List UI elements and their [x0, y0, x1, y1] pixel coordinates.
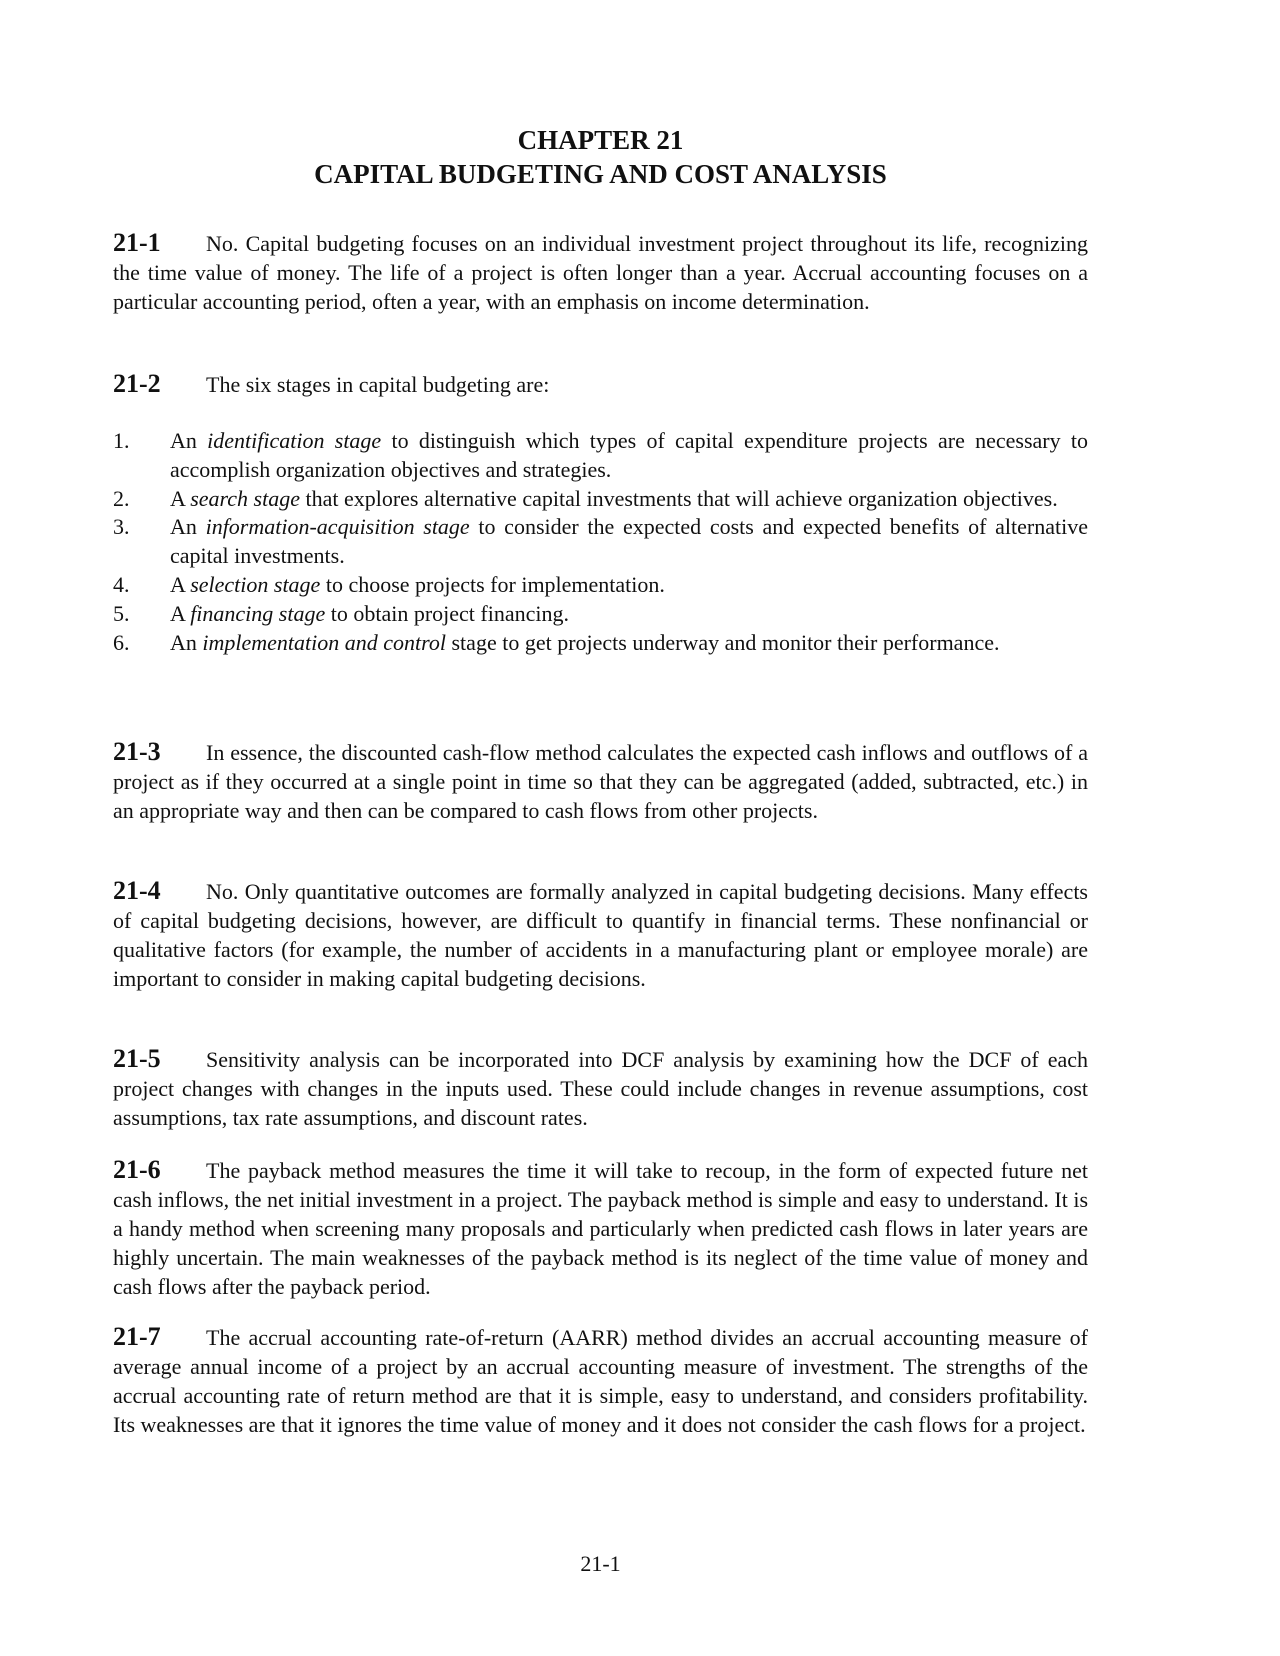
- stage-term: identification stage: [207, 428, 382, 453]
- answer-text: Sensitivity analysis can be incorporated into DCF analysis by examining how the DCF of each project changes with changes in the inputs used. These could include changes in revenue assumptions, cost assumptions, tax rate assumptions, and discount rates.: [113, 1047, 1088, 1130]
- answer-number: 21-4: [113, 876, 161, 905]
- answer-text: No. Capital budgeting focuses on an individual investment project throughout its life, recognizing the time value of money. The life of a project is often longer than a year. Accrual accounting focuses on a particular accounting period, often a year, with an emphasis on income determination.: [113, 231, 1088, 314]
- stage-term: financing stage: [190, 600, 326, 626]
- answer-21-1: [113, 228, 1088, 316]
- list-item-number: 4.: [113, 571, 130, 597]
- answer-21-6: [113, 1155, 1088, 1301]
- list-item-number: 5.: [113, 600, 130, 626]
- answer-21-3: [113, 737, 1088, 825]
- answer-number: 21-7: [113, 1322, 161, 1351]
- chapter-number: CHAPTER 21: [517, 125, 684, 155]
- list-item: 3. An information-acquisition stage to consider the expected costs and expected benefits of alternative capital investments.: [113, 514, 1088, 569]
- list-item: 2. A search stage that explores alternative capital investments that will achieve organization objectives.: [113, 485, 1088, 514]
- list-item-number: 2.: [113, 485, 130, 511]
- answer-number: 21-2: [113, 369, 161, 398]
- document-page: [113, 0, 1088, 1656]
- answer-number: 21-6: [113, 1155, 161, 1184]
- list-item: 5. A financing stage to obtain project financing.: [113, 600, 1088, 629]
- list-item-number: 1.: [113, 428, 130, 453]
- answer-text: The accrual accounting rate-of-return (AARR) method divides an accrual accounting measure of average annual income of a project by an accrual accounting measure of investment. The strengths of the accrual accounting rate of return method are that it is simple, easy to understand, and considers profitability. Its weaknesses are that it ignores the time value of money and it does not consider the cash flows for a project.: [113, 1325, 1088, 1437]
- answer-21-7: [113, 1322, 1088, 1439]
- answer-text: No. Only quantitative outcomes are formally analyzed in capital budgeting decisions. Many effects of capital budgeting decisions, however, are difficult to quantify in financial terms. These nonfinancial or qualitative factors (for example, the number of accidents in a manufacturing plant or employee morale) are important to consider in making capital budgeting decisions.: [113, 879, 1088, 991]
- list-item: 6. An implementation and control stage to get projects underway and monitor their performance.: [113, 629, 1088, 658]
- answer-text: The payback method measures the time it will take to recoup, in the form of expected future net cash inflows, the net initial investment in a project. The payback method is simple and easy to understand. It is a handy method when screening many proposals and particularly when predicted cash flows in later years are highly uncertain. The main weaknesses of the payback method is its neglect of the time value of money and cash flows after the payback period.: [113, 1158, 1088, 1299]
- stage-term: search stage: [190, 485, 300, 511]
- list-item: 4. A selection stage to choose projects for implementation.: [113, 571, 1088, 600]
- list-item: 1. An identification stage to distinguish which types of capital expenditure projects are necessary to accomplish organization objectives and strategies.: [113, 428, 1088, 482]
- answer-number: 21-1: [113, 228, 161, 257]
- answer-21-4: [113, 876, 1088, 993]
- answer-text: In essence, the discounted cash-flow method calculates the expected cash inflows and outflows of a project as if they occurred at a single point in time so that they can be aggregated (added, subtracted, etc.) in an appropriate way and then can be compared to cash flows from other projects.: [113, 740, 1088, 823]
- answer-number: 21-3: [113, 737, 161, 766]
- answer-text: The six stages in capital budgeting are:: [206, 372, 550, 397]
- answer-21-2: [113, 369, 1088, 399]
- page-number: 21-1: [580, 1551, 621, 1576]
- stage-term: implementation and control: [202, 629, 446, 655]
- answer-21-5: [113, 1044, 1088, 1132]
- list-item-number: 3.: [113, 514, 130, 540]
- stage-term: information-acquisition stage: [205, 514, 470, 540]
- list-item-number: 6.: [113, 629, 130, 655]
- stages-list: [113, 427, 1088, 657]
- stage-term: selection stage: [190, 571, 321, 597]
- chapter-header: [113, 123, 1088, 191]
- answer-number: 21-5: [113, 1044, 161, 1073]
- chapter-title: CAPITAL BUDGETING AND COST ANALYSIS: [314, 159, 887, 189]
